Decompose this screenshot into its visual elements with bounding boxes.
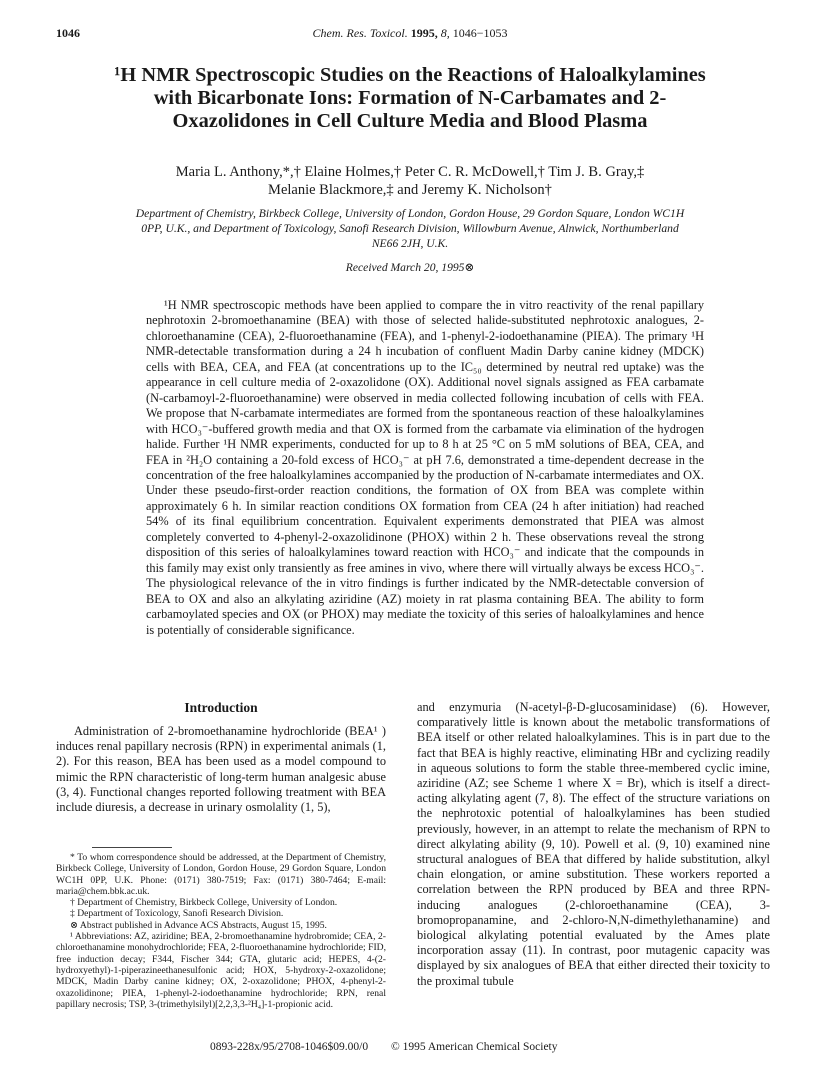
footnote-affil-toxicology: ‡ Department of Toxicology, Sanofi Research Division. <box>70 908 284 920</box>
footnotes <box>56 852 386 1010</box>
running-head <box>56 26 764 44</box>
journal-year: 1995, <box>410 26 438 40</box>
copyright: © 1995 American Chemical Society <box>391 1041 558 1053</box>
right-column <box>417 700 770 989</box>
abstract: ¹H NMR spectroscopic methods have been applied to compare the in vitro reactivity of the renal papillary nephrotoxin 2-bromoethanamine (BEA) with those of selected halide-substituted nephrotoxic analogues, 2-chloroethanamine (CEA), 2-fluoroethanamine (FEA), and 1-phenyl-2-iodoethanamine (PIEA). The primary ¹H NMR-detectable transformation during a 24 h incubation of confluent Madin Darby canine kidney (MDCK) cells with BEA, CEA, and FEA (at concentrations up to the IC₅₀ determined by neutral red uptake) was the appearance in cell culture media of 2-oxazolidone (OX). Additional novel signals assigned as FEA carbamate (N-carbamoyl-2-fluoroethanamine) were observed in media collected following incubation of cells with FEA. We propose that N-carbamate intermediates are formed from the spontaneous reaction of these haloalkylamines with HCO₃⁻-buffered growth media and that OX is formed from the carbamate via elimination of the hydrogen halide. Further ¹H NMR experiments, conducted for up to 8 h at 25 °C on 5 mM solutions of BEA, CEA, and FEA in ²H₂O containing a 20-fold excess of HCO₃⁻ at pH 7.6, demonstrated a time-dependent decrease in the concentration of the free haloalkylamines accompanied by the production of N-carbamate intermediates and OX. Under these pseudo-first-order reaction conditions, the formation of OX from BEA was complete within approximately 6 h. In similar reaction conditions OX formation from CEA (24 h after initiation) had reached 54% of its final equilibrium concentration. Equivalent experiments demonstrated that PIEA was almost completely converted to 4-phenyl-2-oxazolidinone (PHOX) within 2 h. These observations reveal the strong disposition of this series of haloalkylamines toward reaction with HCO₃⁻ and indicate that the compounds in this family may exist only transiently as free amines in vivo, where there will virtually always be excess HCO₃⁻. The physiological relevance of the in vitro findings is further indicated by the NMR-detectable conversion of BEA to OX and also an alkylating aziridine (AZ) moiety in rat plasma containing BEA. The ability to form carbamoylated species and OX (or PHOX) may mediate the toxicity of this series of haloalkylamines and hence is potentially of considerable significance. <box>146 298 704 637</box>
footnote-abstract-published: ⊗ Abstract published in Advance ACS Abstracts, August 15, 1995. <box>70 919 327 931</box>
section-heading-introduction: Introduction <box>184 700 258 715</box>
affiliation: Department of Chemistry, Birkbeck College, University of London, Gordon House, 29 Gordon Square, London WC1H 0PP, U.K., and Department of Toxicology, Sanofi Research Division, Willowburn Avenue, Alnwick, Northumberland NE66 2JH, U.K. <box>135 207 685 250</box>
page-footer <box>210 1041 578 1053</box>
intro-paragraph-left: Administration of 2-bromoethanamine hydrochloride (BEA¹ ) induces renal papillary necrosis (RPN) in experimental animals (1, 2). For this reason, BEA has been used as a model compound to mimic the RPN characteristic of long-term human analgesic abuse (3, 4). Functional changes reported following treatment with BEA include diuresis, a decrease in urinary osmolality (1, 5), <box>56 724 386 815</box>
page-number: 1046 <box>56 26 80 40</box>
journal-citation <box>56 26 764 41</box>
footnote-divider <box>92 847 172 848</box>
author-list <box>100 163 720 199</box>
left-column <box>56 700 386 815</box>
author-line-1: Maria L. Anthony,*,† Elaine Holmes,† Peter C. R. McDowell,† Tim J. B. Gray,‡ <box>175 164 645 180</box>
intro-paragraph-right: and enzymuria (N-acetyl-β-D-glucosaminidase) (6). However, comparatively little is known about the metabolic transformations of BEA itself or other related haloalkylamines. This is in part due to the fact that BEA is highly reactive, eliminating HBr and cyclizing readily in aqueous solutions to form the stable three-membered cyclic imine, aziridine (AZ; see Scheme 1 where X = Br), which is itself a direct-acting alkylating agent (7, 8). The effect of the structure variations on the nephrotoxic potential of haloalkylamines has been studied previously, however, in an attempt to relate the mechanism of RPN to direct alkylating ability (9, 10). Powell et al. (9, 10) examined nine structural analogues of BEA that differed by halide substitution, alkyl chain elongation, or amine substitution. These workers reported a correlation between the RPN produced by BEA and three RPN-inducing analogues (2-chloroethanamine (CEA), 3-bromopropanamine, and 2-chloro-N,N-dimethylethanamine) and biological alkylating potential evaluated by the Ames plate incorporation assay (11). In contrast, poor mutagenic capacity was displayed by six analogues of BEA that either directed their toxicity to the proximal tubule <box>417 700 770 988</box>
author-line-2: Melanie Blackmore,‡ and Jeremy K. Nicholson† <box>268 182 552 198</box>
received-date: Received March 20, 1995⊗ <box>345 261 475 274</box>
article-code: 0893-228x/95/2708-1046$09.00/0 <box>210 1041 369 1053</box>
article-title: ¹H NMR Spectroscopic Studies on the Reactions of Haloalkylamines with Bicarbonate Ions: Formation of N-Carbamates and 2-Oxazolidones in Cell Culture Media and Blood Plasma <box>114 64 706 132</box>
footnote-abbreviations: ¹ Abbreviations: AZ, aziridine; BEA, 2-bromoethanamine hydrobromide; CEA, 2-chloroethanamine monohydrochloride; FEA, 2-fluoroethanamine hydrochloride; FID, free induction decay; F344, Fischer 344; GTA, glutaric acid; HEPES, 4-(2-hydroxyethyl)-1-piperazineethanesulfonic acid; HOX, 5-hydroxy-2-oxazolidone; MDCK, Madin Darby canine kidney; OX, 2-oxazolidone; PHOX, 4-phenyl-2-oxazolidinone; PIEA, 1-phenyl-2-iodoethanamine hydrochloride; RPN, renal papillary necrosis; TSP, 3-(trimethylsilyl)[2,2,3,3-²H₄]-1-propionic acid. <box>56 931 386 1010</box>
footnote-correspondence: * To whom correspondence should be addressed, at the Department of Chemistry, Birkbeck College, University of London, Gordon House, 29 Gordon Square, London WC1H 0PP, U.K. Phone: (0171) 380-7519; Fax: (0171) 380-7464; E-mail: maria@chem.bbk.ac.uk. <box>56 852 386 897</box>
journal-pages: 1046−1053 <box>452 26 508 40</box>
footnote-affil-chemistry: † Department of Chemistry, Birkbeck College, University of London. <box>70 897 338 909</box>
journal-volume: 8, <box>440 26 450 40</box>
journal-name: Chem. Res. Toxicol. <box>312 26 408 40</box>
